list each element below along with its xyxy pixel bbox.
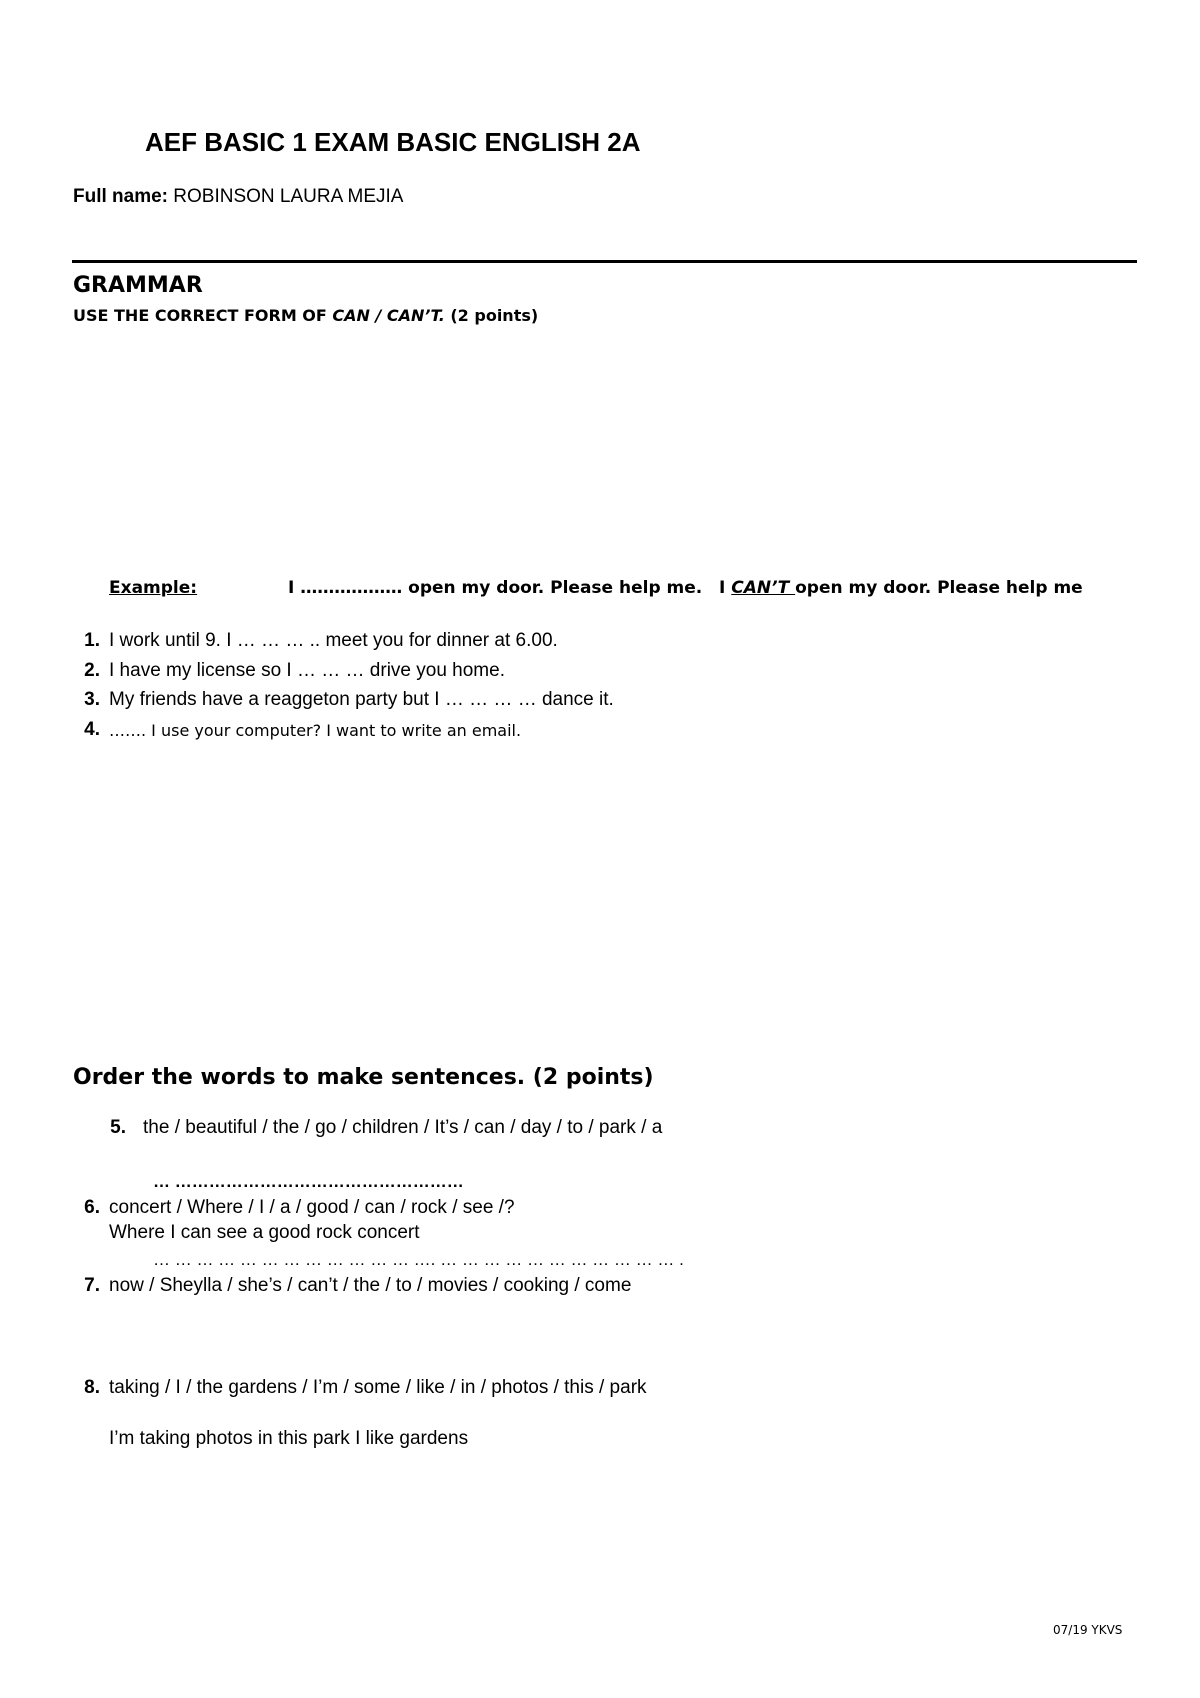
example-answer — [719, 578, 1083, 598]
item-number: 5. — [110, 1117, 126, 1138]
order-heading: Order the words to make sentences. (2 points) — [73, 1065, 654, 1090]
item-text: My friends have a reaggeton party but I … … … … dance it. — [109, 689, 614, 710]
full-name-value: ROBINSON LAURA MEJIA — [173, 186, 404, 207]
answer-dots-6: … … … … … … … … … … … … …. … … … … … … … … … … … . — [153, 1250, 684, 1269]
exam-title: AEF BASIC 1 EXAM BASIC ENGLISH 2A — [145, 127, 641, 157]
item-number: 3. — [84, 689, 100, 710]
grammar-instruction — [73, 306, 538, 325]
item-number: 4. — [84, 719, 100, 740]
item-number: 8. — [84, 1377, 100, 1398]
instruction-prefix: USE THE CORRECT FORM OF — [73, 306, 333, 325]
item-number: 1. — [84, 630, 100, 651]
instruction-suffix: (2 points) — [444, 306, 539, 325]
footer-code: 07/19 YKVS — [1053, 1623, 1123, 1637]
item-text: I have my license so I … … … drive you home. — [109, 660, 505, 681]
example-answer-suffix: open my door. Please help me — [795, 578, 1083, 598]
example-question: I ……………… open my door. Please help me. — [288, 578, 703, 598]
example-answer-prefix: I — [719, 578, 732, 598]
full-name-line — [73, 186, 403, 208]
answer-6: Where I can see a good rock concert — [109, 1222, 420, 1243]
horizontal-rule — [72, 260, 1137, 263]
item-text: now / Sheylla / she’s / can’t / the / to / movies / cooking / come — [109, 1275, 632, 1296]
item-number: 2. — [84, 660, 100, 681]
item-number: 6. — [84, 1197, 100, 1218]
answer-dots-5: … …………………………………………… — [153, 1172, 464, 1191]
instruction-italic: CAN / CAN’T. — [332, 306, 445, 325]
answer-8: I’m taking photos in this park I like gardens — [109, 1428, 469, 1449]
item-number: 7. — [84, 1275, 100, 1296]
grammar-heading: GRAMMAR — [73, 273, 203, 298]
item-text: taking / I / the gardens / I’m / some / like / in / photos / this / park — [109, 1377, 647, 1398]
item-text: I work until 9. I … … … .. meet you for dinner at 6.00. — [109, 630, 558, 651]
full-name-label: Full name: — [73, 186, 169, 207]
item-text: ……. I use your computer? I want to write an email. — [109, 721, 522, 740]
example-label: Example: — [109, 578, 198, 598]
item-text: the / beautiful / the / go / children / It’s / can / day / to / park / a — [143, 1117, 663, 1138]
item-text: concert / Where / I / a / good / can / rock / see /? — [109, 1197, 515, 1218]
example-answer-word: CAN’T — [731, 578, 796, 598]
